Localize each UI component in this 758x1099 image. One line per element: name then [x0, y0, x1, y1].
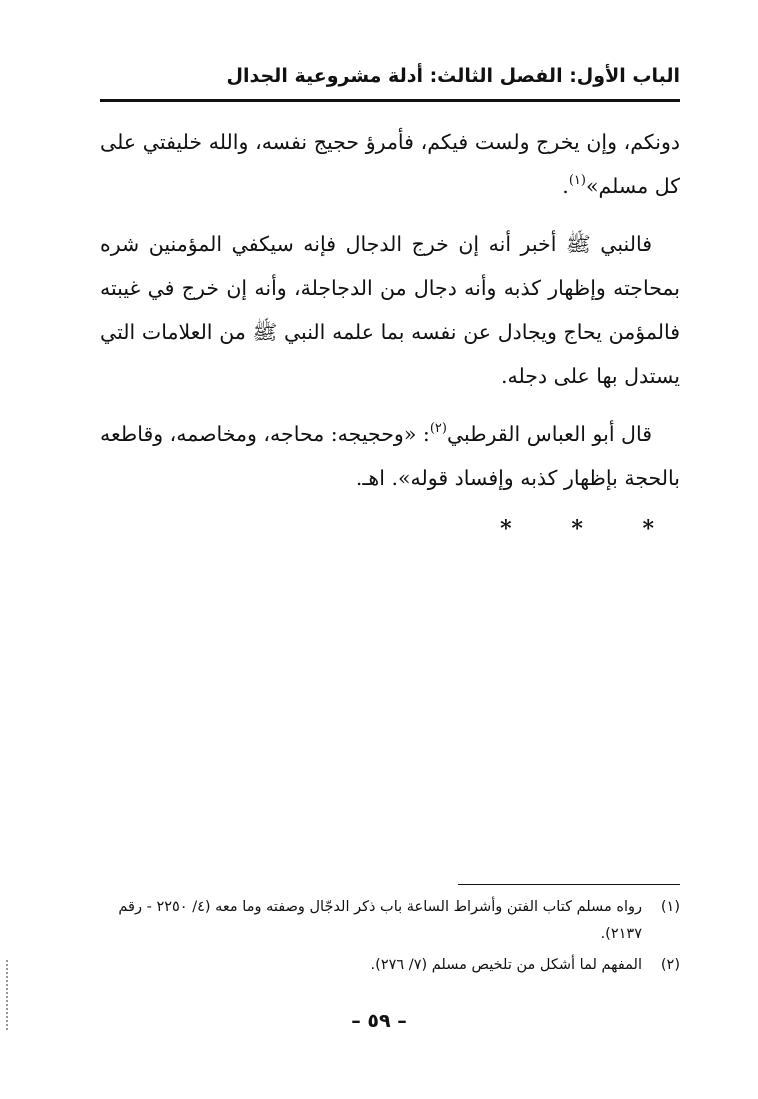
- footnote-1-number: (١): [660, 899, 680, 915]
- section-separator: * * *: [500, 516, 680, 542]
- running-header: الباب الأول: الفصل الثالث: أدلة مشروعية الجدال: [226, 65, 680, 87]
- page-number: – ٥٩ –: [351, 1010, 407, 1032]
- footnote-2-text: المفهم لما أشكل من تلخيص مسلم (٧/ ٢٧٦).: [370, 957, 642, 973]
- main-text: [100, 120, 680, 544]
- footnote-2-number: (٢): [660, 957, 680, 973]
- footnote-ref-1[interactable]: (١): [568, 173, 586, 188]
- footnote-ref-2[interactable]: (٢): [429, 421, 447, 436]
- paragraph-2: فالنبي ﷺ أخبر أنه إن خرج الدجال فإنه سيكفي المؤمنين شره بمحاجته وإظهار كذبه وأنه دجال من الدجاجلة، وأنه إن خرج في غيبته فالمؤمن يحاج ويجادل عن نفسه بما علمه النبي ﷺ من العلامات التي يستدل بها على دجله.: [100, 232, 680, 388]
- footnotes: [100, 894, 680, 983]
- paragraph-3-text: : «وحجيجه: محاجه، ومخاصمه، وقاطعه بالحجة بإظهار كذبه وإفساد قوله». اهـ.: [100, 422, 680, 490]
- footnote-2: [100, 952, 680, 979]
- paragraph-1-text: دونكم، وإن يخرج ولست فيكم، فأمرؤ حجيج نفسه، والله خليفتي على كل مسلم»: [100, 130, 680, 198]
- scan-edge-marks: [6, 960, 11, 1030]
- footnote-1: [100, 894, 680, 948]
- paragraph-3: [100, 412, 680, 500]
- paragraph-1: [100, 120, 680, 208]
- footnote-rule: [458, 884, 680, 885]
- header-rule: [100, 99, 680, 102]
- paragraph-1-end: .: [562, 174, 569, 198]
- paragraph-3-start: قال أبو العباس القرطبي: [446, 422, 653, 446]
- footnote-1-text: رواه مسلم كتاب الفتن وأشراط الساعة باب ذكر الدجّال وصفته وما معه (٤/ ٢٢٥٠ - رقم ٢١٣٧).: [118, 899, 642, 942]
